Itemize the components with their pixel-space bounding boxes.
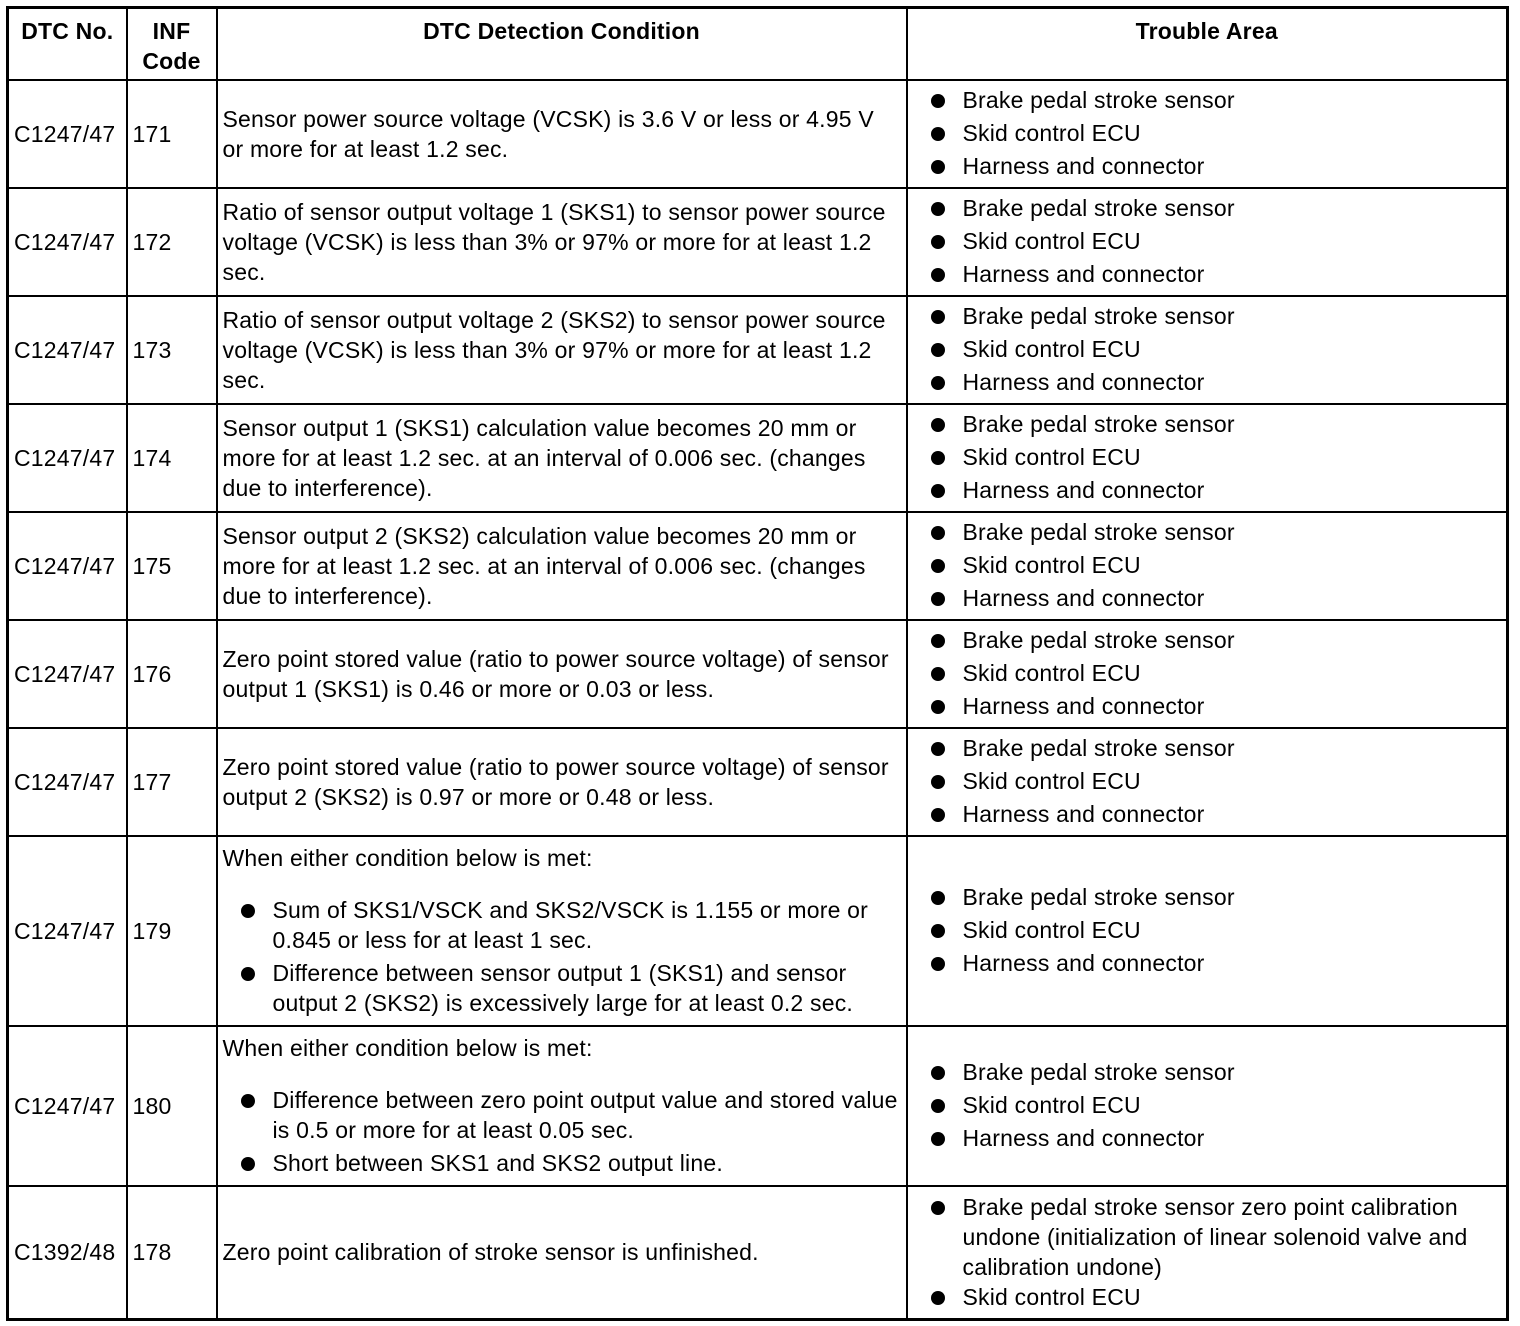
inf-code: 179 bbox=[127, 836, 217, 1026]
trouble-area-list bbox=[913, 624, 1502, 723]
trouble-area-item: Brake pedal stroke sensor bbox=[913, 1056, 1502, 1089]
inf-code: 171 bbox=[127, 80, 217, 188]
table-row bbox=[8, 836, 1508, 1026]
condition-subitem: Sum of SKS1/VSCK and SKS2/VSCK is 1.155 or more or 0.845 or less for at least 1 sec. bbox=[223, 895, 901, 955]
dtc-number: C1247/47 bbox=[8, 296, 127, 404]
bullet-icon bbox=[931, 127, 945, 141]
bullet-icon bbox=[931, 634, 945, 648]
inf-code: 175 bbox=[127, 512, 217, 620]
bullet-icon bbox=[931, 484, 945, 498]
inf-code: 174 bbox=[127, 404, 217, 512]
trouble-area-item: Harness and connector bbox=[913, 798, 1502, 831]
trouble-area-item: Skid control ECU bbox=[913, 765, 1502, 798]
trouble-area-item: Skid control ECU bbox=[913, 1282, 1502, 1312]
trouble-area-item: Skid control ECU bbox=[913, 333, 1502, 366]
trouble-area-list bbox=[913, 300, 1502, 399]
bullet-icon bbox=[931, 1201, 945, 1215]
table-row bbox=[8, 620, 1508, 728]
bullet-icon bbox=[931, 310, 945, 324]
detection-condition: Sensor output 1 (SKS1) calculation value becomes 20 mm or more for at least 1.2 sec. at an interval of 0.006 sec. (changes due to interference). bbox=[217, 404, 907, 512]
trouble-area bbox=[907, 1026, 1508, 1186]
trouble-area-list bbox=[913, 516, 1502, 615]
bullet-icon bbox=[931, 700, 945, 714]
bullet-icon bbox=[931, 559, 945, 573]
bullet-icon bbox=[931, 1066, 945, 1080]
bullet-icon bbox=[931, 924, 945, 938]
bullet-icon bbox=[931, 1099, 945, 1113]
trouble-area-item: Harness and connector bbox=[913, 582, 1502, 615]
trouble-area-list bbox=[913, 192, 1502, 291]
header-dtc-no: DTC No. bbox=[8, 8, 127, 80]
trouble-area-item: Skid control ECU bbox=[913, 657, 1502, 690]
trouble-area-item: Skid control ECU bbox=[913, 549, 1502, 582]
table-row bbox=[8, 1026, 1508, 1186]
bullet-icon bbox=[931, 418, 945, 432]
trouble-area bbox=[907, 512, 1508, 620]
condition-subitem: Difference between zero point output value and stored value is 0.5 or more for at least 0.05 sec. bbox=[223, 1085, 901, 1145]
dtc-number: C1247/47 bbox=[8, 620, 127, 728]
trouble-area-item: Brake pedal stroke sensor bbox=[913, 624, 1502, 657]
inf-code: 172 bbox=[127, 188, 217, 296]
dtc-number: C1247/47 bbox=[8, 80, 127, 188]
trouble-area-item: Harness and connector bbox=[913, 366, 1502, 399]
detection-condition: Zero point stored value (ratio to power source voltage) of sensor output 1 (SKS1) is 0.46 or more or 0.03 or less. bbox=[217, 620, 907, 728]
detection-condition: Ratio of sensor output voltage 1 (SKS1) to sensor power source voltage (VCSK) is less than 3% or 97% or more for at least 1.2 sec. bbox=[217, 188, 907, 296]
dtc-number: C1247/47 bbox=[8, 512, 127, 620]
bullet-icon bbox=[931, 343, 945, 357]
bullet-icon bbox=[931, 957, 945, 971]
trouble-area-list bbox=[913, 408, 1502, 507]
trouble-area bbox=[907, 836, 1508, 1026]
table-row bbox=[8, 1186, 1508, 1320]
bullet-icon bbox=[241, 904, 255, 918]
bullet-icon bbox=[241, 1157, 255, 1171]
bullet-icon bbox=[931, 376, 945, 390]
dtc-number: C1247/47 bbox=[8, 1026, 127, 1186]
trouble-area bbox=[907, 620, 1508, 728]
bullet-icon bbox=[931, 235, 945, 249]
trouble-area-item: Brake pedal stroke sensor zero point calibration undone (initialization of linear solenoid valve and calibration undone) bbox=[913, 1192, 1502, 1282]
bullet-icon bbox=[931, 202, 945, 216]
detection-condition bbox=[217, 1026, 907, 1186]
trouble-area-item: Skid control ECU bbox=[913, 441, 1502, 474]
trouble-area-item: Brake pedal stroke sensor bbox=[913, 300, 1502, 333]
bullet-icon bbox=[931, 592, 945, 606]
dtc-number: C1247/47 bbox=[8, 404, 127, 512]
table-row bbox=[8, 404, 1508, 512]
trouble-area-item: Harness and connector bbox=[913, 947, 1502, 980]
bullet-icon bbox=[931, 1132, 945, 1146]
inf-code: 180 bbox=[127, 1026, 217, 1186]
trouble-area-item: Brake pedal stroke sensor bbox=[913, 408, 1502, 441]
table-row bbox=[8, 80, 1508, 188]
header-trouble-area: Trouble Area bbox=[907, 8, 1508, 80]
trouble-area-item: Skid control ECU bbox=[913, 1089, 1502, 1122]
inf-code: 176 bbox=[127, 620, 217, 728]
trouble-area bbox=[907, 1186, 1508, 1320]
trouble-area bbox=[907, 80, 1508, 188]
trouble-area-item: Skid control ECU bbox=[913, 914, 1502, 947]
dtc-number: C1247/47 bbox=[8, 728, 127, 836]
detection-condition bbox=[217, 836, 907, 1026]
trouble-area-item: Harness and connector bbox=[913, 690, 1502, 723]
dtc-number: C1392/48 bbox=[8, 1186, 127, 1320]
bullet-icon bbox=[931, 667, 945, 681]
dtc-table bbox=[6, 6, 1509, 1321]
table-row bbox=[8, 296, 1508, 404]
trouble-area-list bbox=[913, 1056, 1502, 1155]
condition-subitem: Short between SKS1 and SKS2 output line. bbox=[223, 1148, 901, 1178]
trouble-area-item: Brake pedal stroke sensor bbox=[913, 516, 1502, 549]
condition-subitem: Difference between sensor output 1 (SKS1) and sensor output 2 (SKS2) is excessively large for at least 0.2 sec. bbox=[223, 958, 901, 1018]
trouble-area-item: Harness and connector bbox=[913, 1122, 1502, 1155]
detection-condition: Zero point stored value (ratio to power source voltage) of sensor output 2 (SKS2) is 0.97 or more or 0.48 or less. bbox=[217, 728, 907, 836]
bullet-icon bbox=[931, 160, 945, 174]
table-row bbox=[8, 512, 1508, 620]
condition-sublist bbox=[223, 1085, 901, 1178]
trouble-area-item: Brake pedal stroke sensor bbox=[913, 84, 1502, 117]
detection-condition: Zero point calibration of stroke sensor is unfinished. bbox=[217, 1186, 907, 1320]
trouble-area bbox=[907, 404, 1508, 512]
dtc-number: C1247/47 bbox=[8, 188, 127, 296]
trouble-area-list bbox=[913, 732, 1502, 831]
trouble-area-list bbox=[913, 84, 1502, 183]
bullet-icon bbox=[931, 526, 945, 540]
trouble-area bbox=[907, 296, 1508, 404]
header-inf-code: INF Code bbox=[127, 8, 217, 80]
bullet-icon bbox=[931, 808, 945, 822]
condition-sublist bbox=[223, 895, 901, 1018]
trouble-area-item: Brake pedal stroke sensor bbox=[913, 192, 1502, 225]
condition-intro: When either condition below is met: bbox=[222, 1034, 593, 1061]
bullet-icon bbox=[931, 451, 945, 465]
bullet-icon bbox=[931, 94, 945, 108]
bullet-icon bbox=[931, 775, 945, 789]
bullet-icon bbox=[931, 742, 945, 756]
bullet-icon bbox=[931, 268, 945, 282]
detection-condition: Ratio of sensor output voltage 2 (SKS2) to sensor power source voltage (VCSK) is less than 3% or 97% or more for at least 1.2 sec. bbox=[217, 296, 907, 404]
trouble-area-item: Harness and connector bbox=[913, 150, 1502, 183]
inf-code: 173 bbox=[127, 296, 217, 404]
trouble-area-item: Harness and connector bbox=[913, 258, 1502, 291]
trouble-area-list bbox=[913, 881, 1502, 980]
inf-code: 177 bbox=[127, 728, 217, 836]
trouble-area-item: Harness and connector bbox=[913, 474, 1502, 507]
inf-code: 178 bbox=[127, 1186, 217, 1320]
header-detection-condition: DTC Detection Condition bbox=[217, 8, 907, 80]
table-row bbox=[8, 728, 1508, 836]
condition-intro: When either condition below is met: bbox=[222, 844, 593, 871]
bullet-icon bbox=[931, 1291, 945, 1305]
dtc-number: C1247/47 bbox=[8, 836, 127, 1026]
detection-condition: Sensor output 2 (SKS2) calculation value becomes 20 mm or more for at least 1.2 sec. at an interval of 0.006 sec. (changes due to interference). bbox=[217, 512, 907, 620]
trouble-area-list bbox=[913, 1192, 1502, 1312]
table-row bbox=[8, 188, 1508, 296]
header-row bbox=[8, 8, 1508, 80]
trouble-area-item: Skid control ECU bbox=[913, 225, 1502, 258]
bullet-icon bbox=[931, 891, 945, 905]
trouble-area-item: Brake pedal stroke sensor bbox=[913, 881, 1502, 914]
trouble-area bbox=[907, 188, 1508, 296]
bullet-icon bbox=[241, 1094, 255, 1108]
trouble-area-item: Brake pedal stroke sensor bbox=[913, 732, 1502, 765]
trouble-area bbox=[907, 728, 1508, 836]
trouble-area-item: Skid control ECU bbox=[913, 117, 1502, 150]
bullet-icon bbox=[241, 967, 255, 981]
detection-condition: Sensor power source voltage (VCSK) is 3.6 V or less or 4.95 V or more for at least 1.2 sec. bbox=[217, 80, 907, 188]
